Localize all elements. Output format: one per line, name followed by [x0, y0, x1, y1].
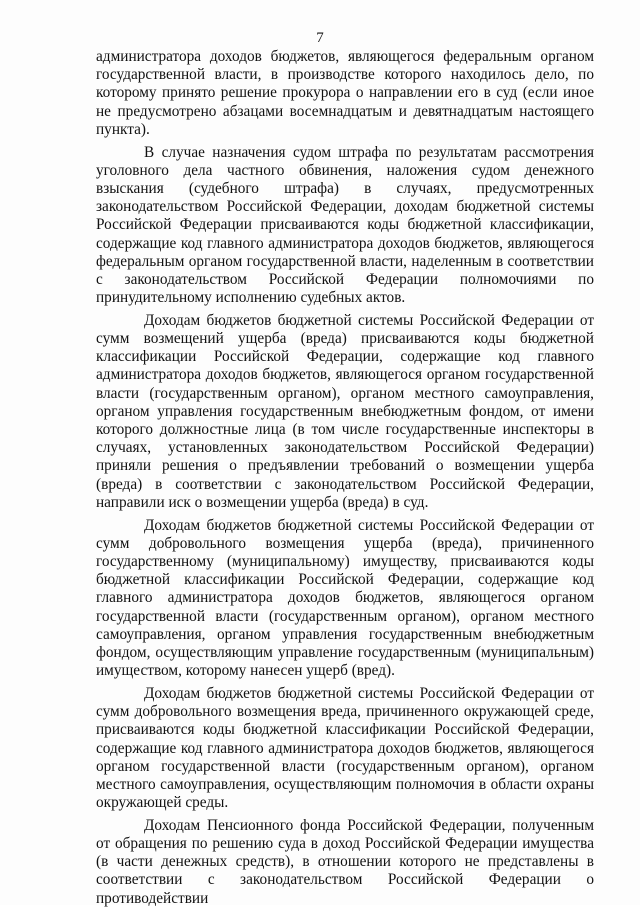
paragraph-continuation: администратора доходов бюджетов, являющегося федеральным органом государственной власти, в производстве которого находилось дело, по которому принято решение прокурора о направлении его в суд (если иное не предусмотрено абзацами восемнадцатым и девятнадцатым настоящего пункта). [96, 48, 594, 138]
paragraph-environmental-damage: Доходам бюджетов бюджетной системы Российской Федерации от сумм добровольного возмещения вреда, причиненного окружающей среде, присваиваются коды бюджетной классификации Российской Федерации, содержащие код главного администратора доходов бюджетов, являющегося органом государственной власти (государственным органом), органом местного самоуправления, осуществляющим полномочия в области охраны окружающей среды. [96, 684, 594, 812]
paragraph-damage-compensation: Доходам бюджетов бюджетной системы Российской Федерации от сумм возмещений ущерба (вреда) присваиваются коды бюджетной классификации Российской Федерации, содержащие код главного администратора доходов бюджетов, являющегося органом государственной власти (государственным органом), органом местного самоуправления, органом управления государственным внебюджетным фондом, от имени которого должностные лица (в том числе государственные инспекторы в случаях, установленных законодательством Российской Федерации) приняли решения о предъявлении требований о возмещении ущерба (вреда) в соответствии с законодательством Российской Федерации, направили иск о возмещении ущерба (вреда) в суд. [96, 311, 594, 511]
page-number: 7 [316, 30, 324, 46]
document-body [96, 48, 594, 908]
paragraph-voluntary-property-damage: Доходам бюджетов бюджетной системы Российской Федерации от сумм добровольного возмещения ущерба (вреда), причиненного государственному (муниципальному) имуществу, присваиваются коды бюджетной классификации Российской Федерации, содержащие код главного администратора доходов бюджетов, являющегося органом государственной власти (государственным органом), органом местного самоуправления, органом управления государственным внебюджетным фондом, осуществляющим управление государственным (муниципальным) имуществом, которому нанесен ущерб (вред). [96, 516, 594, 680]
paragraph-court-fine: В случае назначения судом штрафа по результатам рассмотрения уголовного дела частного обвинения, наложения судом денежного взыскания (судебного штрафа) в случаях, предусмотренных законодательством Российской Федерации, доходам бюджетной системы Российской Федерации присваиваются коды бюджетной классификации, содержащие код главного администратора доходов бюджетов, являющегося федеральным органом государственной власти, наделенным в соответствии с законодательством Российской Федерации полномочиями по принудительному исполнению судебных актов. [96, 143, 594, 307]
paragraph-pension-fund: Доходам Пенсионного фонда Российской Федерации, полученным от обращения по решению суда в доход Российской Федерации имущества (в части денежных средств), в отношении которого не представлены в соответствии с законодательством Российской Федерации о противодействии [96, 816, 594, 907]
